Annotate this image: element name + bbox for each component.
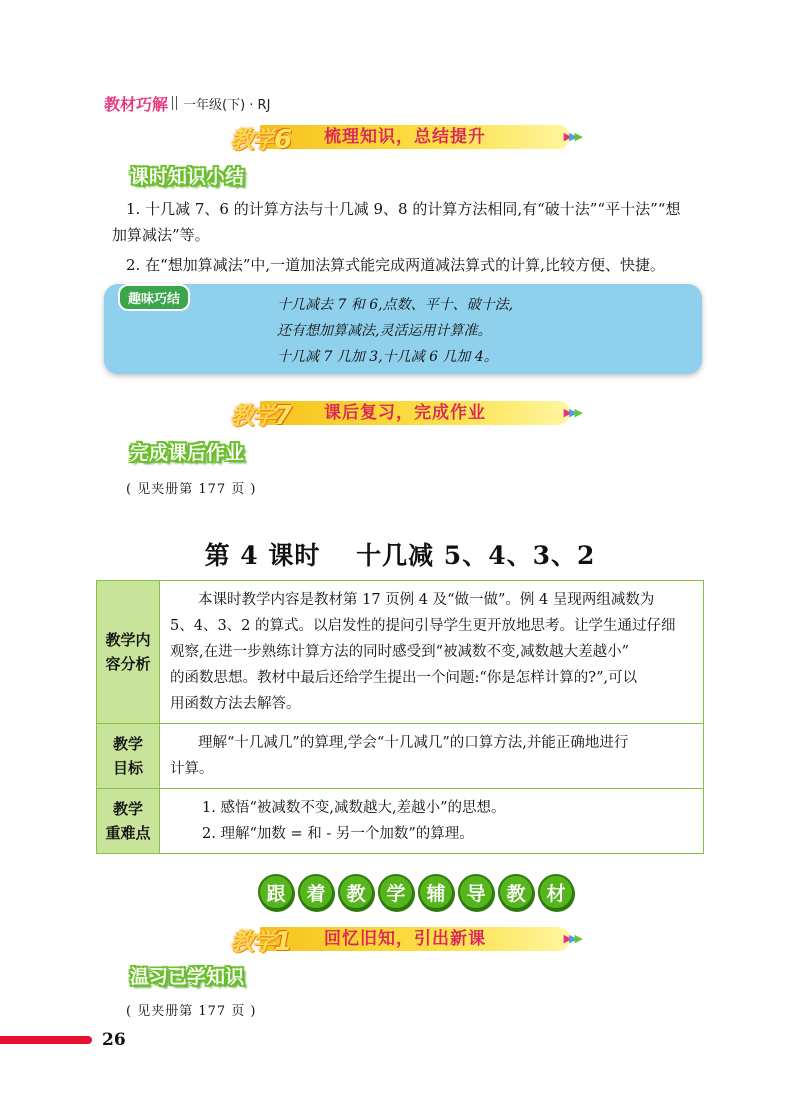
reference-note: ( 见夹册第 177 页 ) [126,482,257,497]
poem-line: 还有想加算减法,灵活运用计算准。 [277,323,492,339]
objectives-text: 理解“十几减几”的算理,学会“十几减几”的口算方法,并能正确地进行 计算。 [160,724,704,789]
step-7-banner [230,398,580,431]
table-row [97,581,704,724]
summary-point-2: 2. 在“想加算减法”中,一道加法算式能完成两道减法算式的计算,比较方便、快捷。 [126,256,665,274]
section-title-summary: 课 时 知 识 小 结 [130,166,245,188]
summary-point-1-line-2: 加算减法”等。 [112,226,210,244]
banner-step-number: 6 [274,125,291,155]
section-title-review: 温 习 已 学 知 识 [130,966,245,988]
row-header-content-analysis: 教学内 容分析 [97,581,160,724]
follow-textbook-banner: 跟 着 教 学 辅 导 教 材 [258,874,574,910]
row-header-key-points: 教学 重难点 [97,789,160,854]
table-row [97,789,704,854]
book-brand: 教材巧解 [104,94,169,114]
summary-point-1-line-1: 1. 十几减 7、6 的计算方法与十几减 9、8 的计算方法相同,有“破十法”“平十法”“想 [126,200,681,218]
banner-title: 回忆旧知，引出新课 [324,929,486,949]
fun-summary-box [104,284,702,374]
lesson-title: 第 4 课时 十几减 5、4、3、2 [204,541,596,570]
key-points-text: 1. 感悟“被减数不变,减数越大,差越小”的思想。 2. 理解“加数 = 和 - 另一个加数”的算理。 [160,789,704,854]
fun-summary-tag: 趣味巧结 [118,284,190,311]
banner-step-label: 教学7 [230,401,291,431]
triple-arrow-icon: ▶▶▶ [563,406,580,419]
poem-line: 十几减 7 几加 3,十几减 6 几加 4。 [277,349,498,365]
step-6-banner [230,122,580,155]
table-row [97,724,704,789]
row-header-objectives: 教学 目标 [97,724,160,789]
lesson-info-table [96,580,704,854]
reference-note: ( 见夹册第 177 页 ) [126,1004,257,1019]
triple-arrow-icon: ▶▶▶ [563,130,580,143]
fun-summary-poem [277,292,513,370]
banner-step-label: 教学1 [230,927,291,957]
banner-step-number: 1 [274,927,291,957]
poem-line: 十几减去 7 和 6,点数、平十、破十法, [277,297,514,313]
grade-label: 一年级(下) · RJ [183,97,271,113]
running-header [104,92,270,114]
triple-arrow-icon: ▶▶▶ [563,932,580,945]
banner-title: 课后复习，完成作业 [324,403,486,423]
footer-red-bar [0,1036,92,1044]
content-analysis-text: 本课时教学内容是教材第 17 页例 4 及“做一做”。例 4 呈现两组减数为 5、4、3、2 的算式。以启发性的提问引导学生更开放地思考。让学生通过仔细 观察,在进一步熟练计算方法的同时感受到“被减数不变,减数越大差越小” 的函数思想。教材中最后还给学生提出一个问题:“你是怎样计算的?”,可以 用函数方法去解答。 [160,581,704,724]
summary-text [112,196,712,278]
banner-step-number: 7 [274,401,291,431]
header-separator [172,96,177,110]
page-number: 26 [102,1030,126,1050]
section-title-homework: 完 成 课 后 作 业 [130,442,245,464]
step-1-banner [230,924,580,957]
banner-step-label: 教学6 [230,125,291,155]
banner-title: 梳理知识，总结提升 [324,127,486,147]
